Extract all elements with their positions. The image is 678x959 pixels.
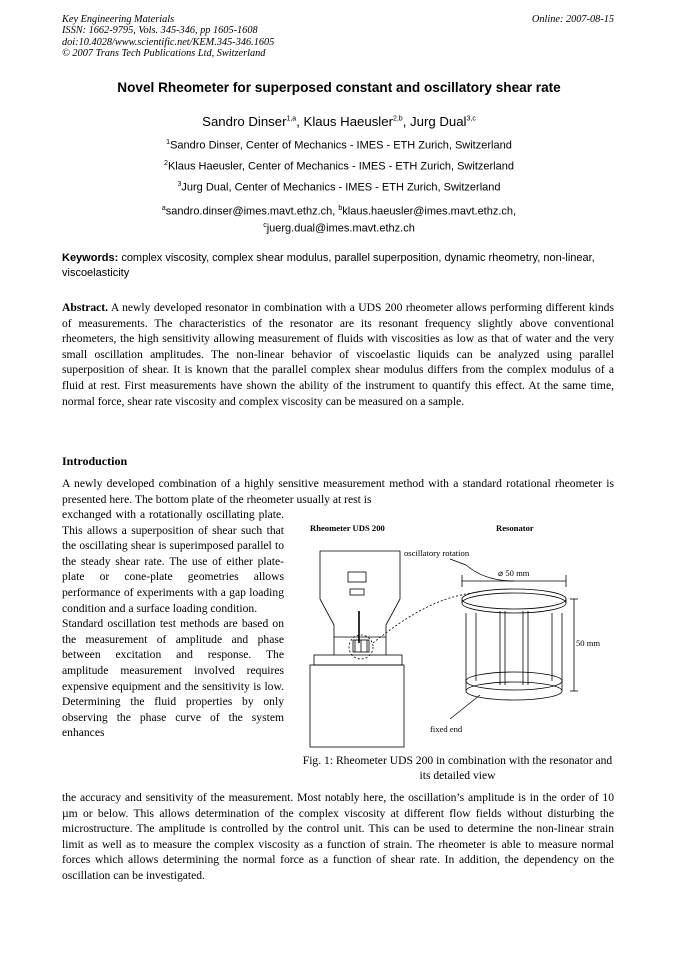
intro-paragraph-3: the accuracy and sensitivity of the measurement. Most notably here, the oscillation’s amplitude is in the order of 10 µm or below. This allows determination of the complex viscosity at different flow fields without disturbing the microstructure. The amplitude is controlled by the control unit. This can be used to determine the non-linear strain limit as well as to measure the complex viscosity as a function of strain. The rheometer is able to measure normal forces which allows determining the normal force as a function of shear rate. In addition, the dependency on the oscillation can be investigated. xyxy=(62,791,614,882)
email-sup: b xyxy=(338,205,343,212)
author-sup: 3,c xyxy=(466,115,476,123)
rheometer-base xyxy=(310,665,404,747)
email-link[interactable]: klaus.haeusler@imes.mavt.ethz.ch xyxy=(342,205,514,218)
author-sup: 1,a xyxy=(286,115,297,123)
keywords xyxy=(62,251,614,280)
author-name: Sandro Dinser xyxy=(202,114,287,129)
rheometer-head xyxy=(320,551,400,637)
rheometer-stage xyxy=(314,655,402,665)
rheometer-display xyxy=(348,572,366,582)
online-date: Online: 2007-08-15 xyxy=(531,14,614,25)
section-heading: Introduction xyxy=(62,454,128,468)
doi: doi:10.4028/www.scientific.net/KEM.345-346.1605 xyxy=(62,36,275,48)
resonator-top-plate xyxy=(462,589,566,609)
issn: ISSN: 1662-9795, Vols. 345-346, pp 1605-1608 xyxy=(62,25,258,37)
copyright: © 2007 Trans Tech Publications Ltd, Switzerland xyxy=(62,47,266,59)
intro-paragraph-1: A newly developed combination of a highly sensitive measurement method with a standard rotational rheometer is presented here. The bottom plate of the rheometer usually at rest is xyxy=(62,477,614,506)
intro-paragraph-1-cont: exchanged with a rotationally oscillating plate. This allows a superposition of shear such that the oscillating shear is superimposed parallel to the steady shear rate. The use of either plate-plate or cone-plate geometries allows performance of experiments with a gap loading condition and a surface loading condition. xyxy=(62,508,284,615)
email-sup: c xyxy=(263,222,267,230)
email-list: $^a$sandro.dinser@imes.mavt.ethz.ch, $^b$klaus.haeusler@imes.mavt.ethz.ch, $^c$juerg.dual@imes.mavt.ethz.ch xyxy=(161,205,517,235)
affiliation xyxy=(0,139,678,152)
abstract xyxy=(62,300,614,409)
affiliation-text: Klaus Haeusler, Center of Mechanics - IMES - ETH Zurich, Switzerland xyxy=(167,160,514,173)
figure-caption: Fig. 1: Rheometer UDS 200 in combination with the resonator and its detailed view xyxy=(302,754,613,783)
author-sup: 2,b xyxy=(392,115,403,123)
keywords-text: complex viscosity, complex shear modulus, parallel superposition, dynamic rheometry, non-linear, viscoelasticity xyxy=(62,252,595,279)
email-link[interactable]: sandro.dinser@imes.mavt.ethz.ch xyxy=(165,205,333,218)
paper-title: Novel Rheometer for superposed constant and oscillatory shear rate xyxy=(117,80,561,95)
journal-name: Key Engineering Materials xyxy=(62,14,175,25)
affiliation-sup: 3 xyxy=(177,181,182,188)
affiliation-text: Jurg Dual, Center of Mechanics - IMES - ETH Zurich, Switzerland xyxy=(181,181,501,194)
affiliation xyxy=(0,181,678,194)
intro-paragraph-2: Standard oscillation test methods are based on the measurement of amplitude and phase between excitation and response. The amplitude measurement involved requires expensive equipment and the sensitivity is low. Determining the fluid properties by only observing the phase curve of the system enhances xyxy=(62,617,284,740)
keywords-label: Keywords: xyxy=(62,252,119,264)
figure-1 xyxy=(300,519,615,755)
author-name: Jurg Dual xyxy=(410,114,467,129)
abstract-text: A newly developed resonator in combination with a UDS 200 rheometer allows performing different kinds of measurements. The characteristics of the resonator are its resonant frequency slightly above conventional rheometers, the high sensitivity allowing measurement of fluids with viscosities as low as that of water and the very small oscillation amplitudes. The non-linear behavior of viscoelastic liquids can be analyzed using parallel superposition of shear. It is known that the parallel complex shear modulus differs from the complex modulus of a fluid at rest. First measurements have shown the ability of the instrument to quantify this effect. At the same time, normal force, shear rate viscosity and complex viscosity can be measured on a sample. xyxy=(62,301,614,408)
figure-label-rheometer: Rheometer UDS 200 xyxy=(310,523,385,533)
affiliation-text: Sandro Dinser, Center of Mechanics - IMES - ETH Zurich, Switzerland xyxy=(170,139,512,152)
rheometer-knob xyxy=(350,589,364,595)
figure-label-fixed: fixed end xyxy=(430,724,463,734)
resonator-bottom-ring xyxy=(466,672,562,690)
running-header xyxy=(62,14,274,59)
figure-label-height: 50 mm xyxy=(576,638,601,648)
figure-label-oscillatory: oscillatory rotation xyxy=(404,548,470,558)
email-link[interactable]: juerg.dual@imes.mavt.ethz.ch xyxy=(266,222,415,235)
affiliation xyxy=(0,160,678,173)
affiliation-sup: 2 xyxy=(164,160,168,167)
email-sup: a xyxy=(161,205,166,212)
affiliation-sup: 1 xyxy=(166,139,171,146)
figure-label-diameter: ⌀ 50 mm xyxy=(498,568,530,578)
detail-link xyxy=(373,592,480,643)
abstract-label: Abstract. xyxy=(62,301,109,314)
author-list: Sandro Dinser$^{1,a}$, Klaus Haeusler$^{2,b}$, Jurg Dual$^{3,c}$ xyxy=(202,114,476,129)
fixed-end-leader xyxy=(450,695,480,719)
figure-label-resonator: Resonator xyxy=(496,523,534,533)
intro-wrapped-column xyxy=(62,507,284,741)
author-name: Klaus Haeusler xyxy=(303,114,393,129)
